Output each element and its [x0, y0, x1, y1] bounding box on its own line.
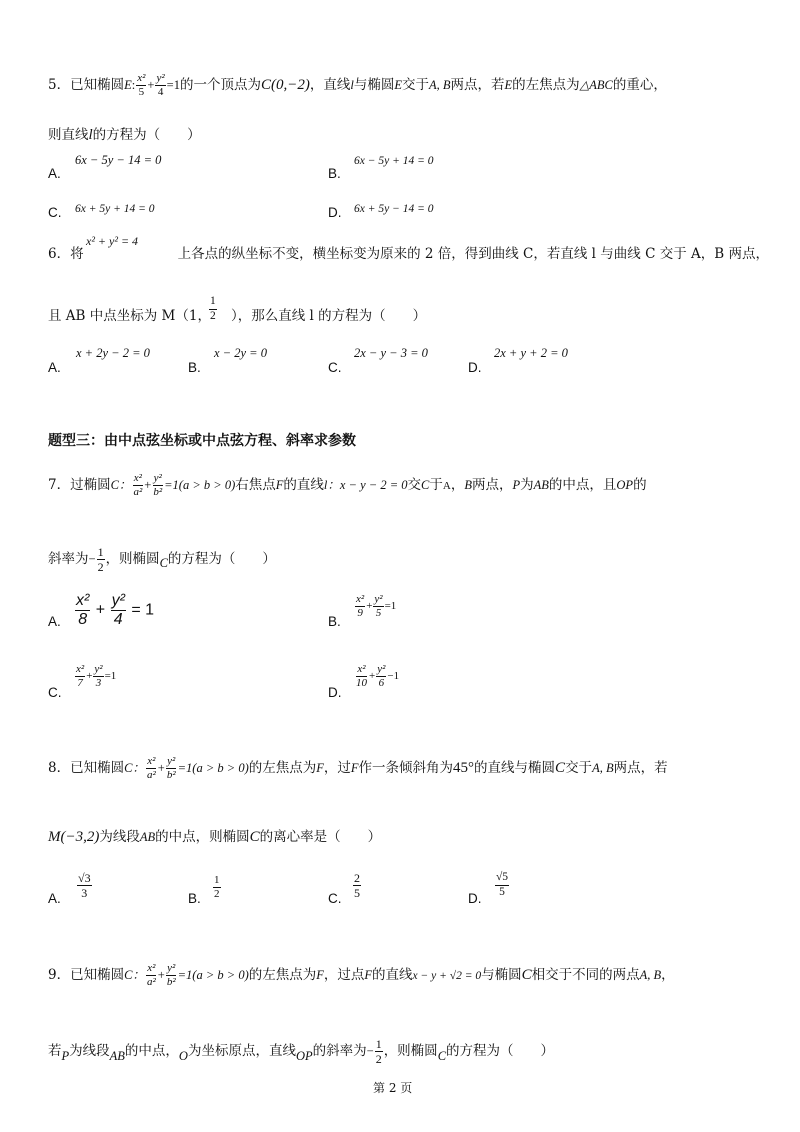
q9-stem-line-1: 9．已知椭圆C： $\frac{\text{x²}}{\text{a²}}$ + $\frac{\text{y²}}{\text{b²}}$ =1(a > b > 0)的左焦点为F，过点F的直线x − y + √2 = 0与椭圆C相交于不同的两点A, B， — [48, 962, 675, 988]
option-c-label[interactable]: C. — [328, 360, 342, 375]
option-d[interactable]: $\frac{√5}{5}$ — [496, 871, 509, 898]
option-d-label[interactable]: D. — [328, 205, 342, 220]
option-a[interactable]: 6x − 5y − 14 = 0 — [75, 153, 162, 167]
q6-stem-line-2: 且 AB 中点坐标为 M（1， ），那么直线 l 的方程为（ ） — [48, 308, 427, 324]
option-a[interactable]: $\frac{\text{x²}}{8}$ + $\frac{\text{y²}}{4}$ = 1 — [76, 592, 155, 628]
option-c-label[interactable]: C. — [48, 205, 62, 220]
option-b-label[interactable]: B. — [188, 891, 201, 906]
half-fraction: $\frac{1}{2}$ — [210, 295, 216, 322]
circle-equation: x² + y² = 4 — [86, 234, 139, 248]
option-a-label[interactable]: A. — [48, 891, 61, 906]
text: 已知椭圆 — [70, 77, 125, 93]
section-heading: 题型三：由中点弦坐标或中点弦方程、斜率求参数 — [48, 433, 356, 449]
option-d[interactable]: 2x + y + 2 = 0 — [494, 346, 568, 360]
fraction: $\frac{\text{y²}}{4}$ — [156, 72, 165, 98]
page-number: 第 2 页 — [373, 1081, 413, 1095]
option-a[interactable]: $\frac{√3}{3}$ — [78, 871, 91, 900]
question-number: 5． — [48, 77, 71, 93]
q5-stem-line-2: 则直线l的方程为（ ） — [48, 127, 201, 143]
q8-stem-line-1: 8．已知椭圆C： $\frac{\text{x²}}{\text{a²}}$ + $\frac{\text{y²}}{\text{b²}}$ =1(a > b > 0)的左焦点为F，过F作一条倾斜角为45°的直线与椭圆C交于A, B两点，若 — [48, 755, 668, 781]
option-b[interactable]: 6x − 5y + 14 = 0 — [354, 155, 434, 167]
option-c[interactable]: 6x + 5y + 14 = 0 — [75, 203, 155, 215]
q5-stem-line-1: 5．已知椭圆E: $\frac{\text{x²}}{5}$ + $\frac{\text{y²}}{4}$ =1的一个顶点为C(0,−2)，直线l与椭圆E交于A, B两点，若E的左焦点为△ABC的重心， — [48, 72, 667, 98]
q9-stem-line-2: 若P为线段AB的中点，O为坐标原点，直线OP的斜率为− $\frac{1}{2}$ ，则椭圆C的方程为（ ） — [48, 1037, 555, 1066]
option-b[interactable]: $\frac{\text{x²}}{9}$ + $\frac{\text{y²}}{5}$ =1 — [356, 593, 397, 619]
option-b[interactable]: $\frac{1}{2}$ — [214, 874, 220, 900]
option-a-label[interactable]: A. — [48, 614, 61, 629]
option-a-label[interactable]: A. — [48, 360, 61, 375]
q7-stem-line-2: 斜率为− $\frac{1}{2}$ ，则椭圆C的方程为（ ） — [48, 545, 276, 574]
option-d[interactable]: $\frac{\text{x²}}{10}$ + $\frac{\text{y²}}{6}$ −1 — [356, 663, 400, 689]
vertex-coord: C(0,−2) — [260, 77, 310, 93]
option-c[interactable]: $\frac{\text{x²}}{7}$ + $\frac{\text{y²}}{3}$ =1 — [76, 663, 117, 689]
option-c[interactable]: $\frac{2}{5}$ — [354, 871, 360, 900]
option-d[interactable]: 6x + 5y − 14 = 0 — [354, 203, 434, 215]
q6-stem-line-1: 6．将 上各点的纵坐标不变，横坐标变为原来的 2 倍，得到曲线 C，若直线 l 与曲线 C 交于 A，B 两点， — [48, 246, 769, 262]
option-b[interactable]: x − 2y = 0 — [214, 346, 267, 360]
line-equation: l：x − y − 2 = 0 — [323, 478, 408, 492]
ellipse-name: E — [124, 78, 132, 92]
option-c-label[interactable]: C. — [48, 685, 62, 700]
fraction: $\frac{\text{x²}}{5}$ — [137, 72, 146, 98]
option-c-label[interactable]: C. — [328, 891, 342, 906]
option-b-label[interactable]: B. — [188, 360, 201, 375]
option-d-label[interactable]: D. — [468, 360, 482, 375]
line-equation: x − y + √2 = 0 — [412, 970, 482, 982]
option-d-label[interactable]: D. — [468, 891, 482, 906]
q8-stem-line-2: M(−3,2)为线段AB的中点，则椭圆C的离心率是（ ） — [48, 829, 382, 845]
option-c[interactable]: 2x − y − 3 = 0 — [354, 346, 428, 360]
option-d-label[interactable]: D. — [328, 685, 342, 700]
option-a-label[interactable]: A. — [48, 166, 61, 181]
option-b-label[interactable]: B. — [328, 614, 341, 629]
option-a[interactable]: x + 2y − 2 = 0 — [76, 346, 150, 360]
q7-stem-line-1: 7．过椭圆C： $\frac{\text{x²}}{\text{a²}}$ + $\frac{\text{y²}}{\text{b²}}$ =1(a > b > 0)右焦点F的直线l：x − y − 2 = 0交C于A，B两点，P为AB的中点，且OP的 — [48, 472, 647, 498]
midpoint-m: M(−3,2) — [48, 829, 100, 845]
option-b-label[interactable]: B. — [328, 166, 341, 181]
